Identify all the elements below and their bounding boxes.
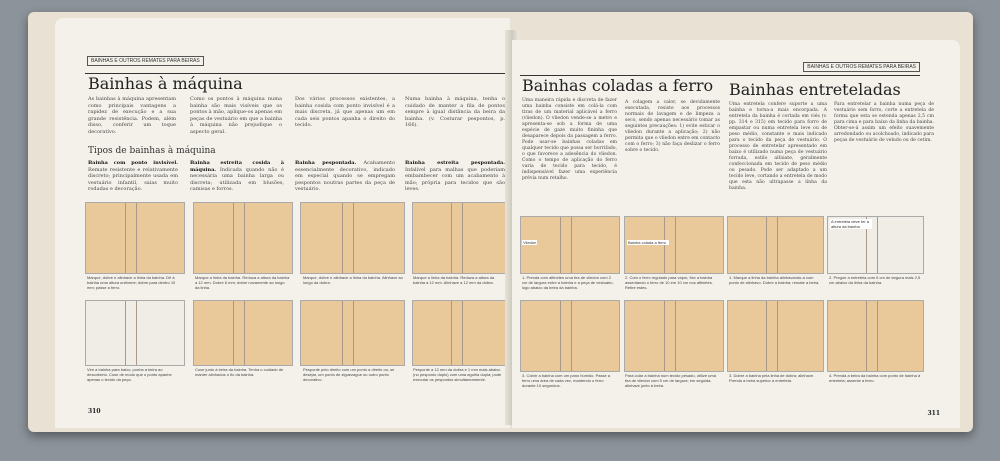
caption: Para colar a bainha num tecido pesado, utilize uma tira de vliedon com 5 cm de largura; em seguida, alinhave junto à beira.: [625, 373, 716, 388]
caption: Vire a bainha para baixo, ponha a beira ao descoberto. Cose de modo que o ponto apanhe apenas o tecido da peça.: [87, 367, 172, 382]
caption: 1. Prenda com alfinetes uma tira de vliedon com 2 cm de largura entre a bainha e a peça de vestuário, logo abaixo da beira da bainha.: [522, 275, 614, 290]
section-title: Bainhas coladas a ferro: [522, 76, 714, 95]
type-description: [190, 160, 284, 193]
caption: 3. Dobre a bainha pela linha de dobra; alinhave. Prenda a beira superior à entretela.: [729, 373, 815, 383]
intro-paragraph: Numa bainha à máquina, tenha o cuidado de manter a fila de pontos sempre à igual distância da beira da bainha. (v. Costurar pespontos, p. 166).: [405, 96, 505, 128]
illustration: [85, 300, 185, 366]
caption: Marque a linha da bainha. Reduza a altura da bainha a 12 mm. Dobre 6 mm; dobre novamente ao longo da linha.: [195, 275, 290, 290]
illustration: [85, 202, 185, 274]
illustration: [624, 216, 724, 274]
paragraph: [522, 98, 617, 182]
type-name: Bainha estreita cosida à máquina.: [190, 160, 284, 173]
type-description: [88, 160, 178, 193]
paragraph: A colagem a calor, se devidamente executada, resiste aos processos normais de lavagem e de limpeza a seco, sendo apenas necessário tomar as seguintes precauções: 1) evite esticar o vliedon durante a aplicação; 2) não permita que o vliedon entre em contacto com o ferro; 3) não faça deslizar o ferro sobre o tecido.: [625, 100, 720, 153]
caption: 1. Marque a linha da bainha alinhavando-a com ponto de alinhavo. Dobre a bainha; remate a beira.: [729, 275, 820, 285]
caption: 2. Com o ferro regulado para vapor, fixe a bainha assentando o ferro de 10 em 10 cm nos alfinetes. Retire estes.: [625, 275, 713, 290]
page-number: 311: [927, 410, 940, 417]
caption: Marque, dobre e alinhave a linha da bainha. Alinhave ao longo da dobra.: [303, 275, 403, 285]
caption: 3. Cobrir a bainha com um pano húmido. Passe a ferro uma área de cada vez, mantendo o ferro durante 10 segundos.: [522, 373, 611, 388]
section-title: Bainhas entreteladas: [729, 80, 901, 99]
intro-paragraph: As bainhas à máquina apresentam como principais vantagens a rapidez de execução e a sua grande resistência. Podem, além disso, conferir um toque decorativo.: [88, 96, 176, 135]
illustration: [300, 300, 405, 366]
type-text: Remate resistente e relativamente discreto; principalmente usada em vestuário infantil, saias muito rodadas e decoração.: [88, 166, 178, 192]
caption: Pesponte pelo direito com um ponto a direito ou, se desejar, um ponto de ziguezague ou outro ponto decorativo.: [303, 367, 395, 382]
type-name: Bainha com ponto invisível.: [88, 160, 178, 166]
type-description: [405, 160, 505, 193]
caption: Marque a linha da bainha. Reduza a altura da bainha a 12 mm. Alinhave a 12 mm da dobra.: [413, 275, 495, 285]
paragraph-text: Uma maneira rápida e discreta de fazer uma bainha consiste em colá-la com tiras de um material aplicável a ferro (vliedon). O vliedon vende-se a metro e apresenta-se sob a forma de uma espécie de gaze muito fininha que desaparece depois da passagem a ferro.: [522, 98, 617, 139]
caption: 4. Prenda a beira da bainha com ponto de bainha à entretela; assente a ferro.: [829, 373, 921, 383]
illustration: [300, 202, 405, 274]
type-name: Bainha pespontada.: [295, 160, 357, 166]
figure-label: Vliedon: [523, 240, 537, 245]
type-text: Infalível para malhas que poderiam embambecer com um acabamento à mão; própria para tecidos que são leves.: [405, 166, 505, 192]
page-title: Bainhas à máquina: [88, 74, 243, 93]
illustration: [624, 300, 724, 372]
type-text: Acabamento essencialmente decorativo, indicado em especial quando se empregam pespontos noutras partes da peça de vestuário.: [295, 160, 395, 192]
illustration: [520, 300, 620, 372]
figure-label: A entretela deve ter a altura da bainha: [830, 219, 872, 229]
caption: Pesponte a 12 mm da dobra e 1 mm mais abaixo (no pesponto duplo) com uma agulha dupla; pode executar os pespontos simultaneamente.: [413, 367, 502, 382]
type-text: Indicada quando não é necessária uma bainha larga ou discreta; utilizada em blusões, camisas e forros.: [190, 166, 284, 192]
illustration: [827, 300, 924, 372]
illustration: [412, 202, 509, 274]
running-head: BAINHAS E OUTROS REMATES PARA BEIRAS: [803, 62, 920, 72]
illustration: [193, 300, 293, 366]
intro-paragraph: Como os pontos à máquina numa bainha são mais visíveis que os pontos à mão, aplique-os apenas em peças de vestuário em que a bainha à máquina não prejudique o aspecto geral.: [190, 96, 282, 135]
running-head: BAINHAS E OUTROS REMATES PARA BEIRAS: [87, 56, 204, 66]
paragraph: [729, 102, 827, 192]
figure-label: Bainha colada a ferro: [627, 240, 669, 245]
paragraph-text: Uma entretela confere suporte a uma bainha e torna-a mais encorpada. A entretela da bainha é cortada em viés (v. pp. 314 e 315) em tecido para forro de empastar ou numa entretela leve ou de peso médio, constante e mais indicado para o tecido da peça de vestuário.: [729, 102, 827, 143]
paragraph-text: Pode usar-se bainhas coladas em qualquer tecido que possa ser borrifado, o que favorece a adesência do vliedon. Como o tempo de aplicação do ferro varia de tecido para tecido, é indispensável fazer uma experiência prévia num retalho.: [522, 140, 617, 181]
illustration: [727, 300, 824, 372]
caption: 2. Pregue a entretela com 5 cm de largura mais 2,5 cm abaixo da linha da bainha.: [829, 275, 921, 285]
caption: Marque, dobre e alinhave a linha da bainha. Dê à bainha uma altura uniforme; dobre para dentro 10 mm; passe a ferro.: [87, 275, 176, 290]
paragraph-text: O processo de entretelar apresentado em baixo é utilizado numa peça de vestuário forrada, estilo alfaiate, geralmente confeccionada em tecido de peso médio ou pesado. Pode ser adaptado a um tecido leve, cortando a entretela de modo que esta não ultrapasse a linha da bainha.: [729, 138, 827, 191]
illustration: [727, 216, 824, 274]
illustration: [193, 202, 293, 274]
illustration: [412, 300, 509, 366]
page-number: 310: [88, 408, 101, 415]
subtitle: Tipos de bainhas à máquina: [88, 146, 216, 156]
type-name: Bainha estreita pespontada.: [405, 160, 505, 166]
illustration: [520, 216, 620, 274]
caption: Cose junto à beira da bainha. Tenha o cuidado de manter alinhados o fio da bainha.: [195, 367, 284, 377]
right-page: [512, 40, 960, 428]
left-page: [55, 18, 510, 428]
paragraph: Para entretelar a bainha numa peça de vestuário sem forro, corte a entretela de forma que esta se estenda apenas 2,5 cm para cima e para baixo da linha da bainha. Obter-se-á assim um efeito suavemente arredondado ou acolchoado, indicado para peças de vestuário de veludo ou de cetim.: [834, 102, 934, 143]
intro-paragraph: Dos vários processos existentes, a bainha cosida com ponto invisível é a mais discreta, já que apenas um em cada seis pontos apanha o direito do tecido.: [295, 96, 395, 128]
type-description: [295, 160, 395, 193]
